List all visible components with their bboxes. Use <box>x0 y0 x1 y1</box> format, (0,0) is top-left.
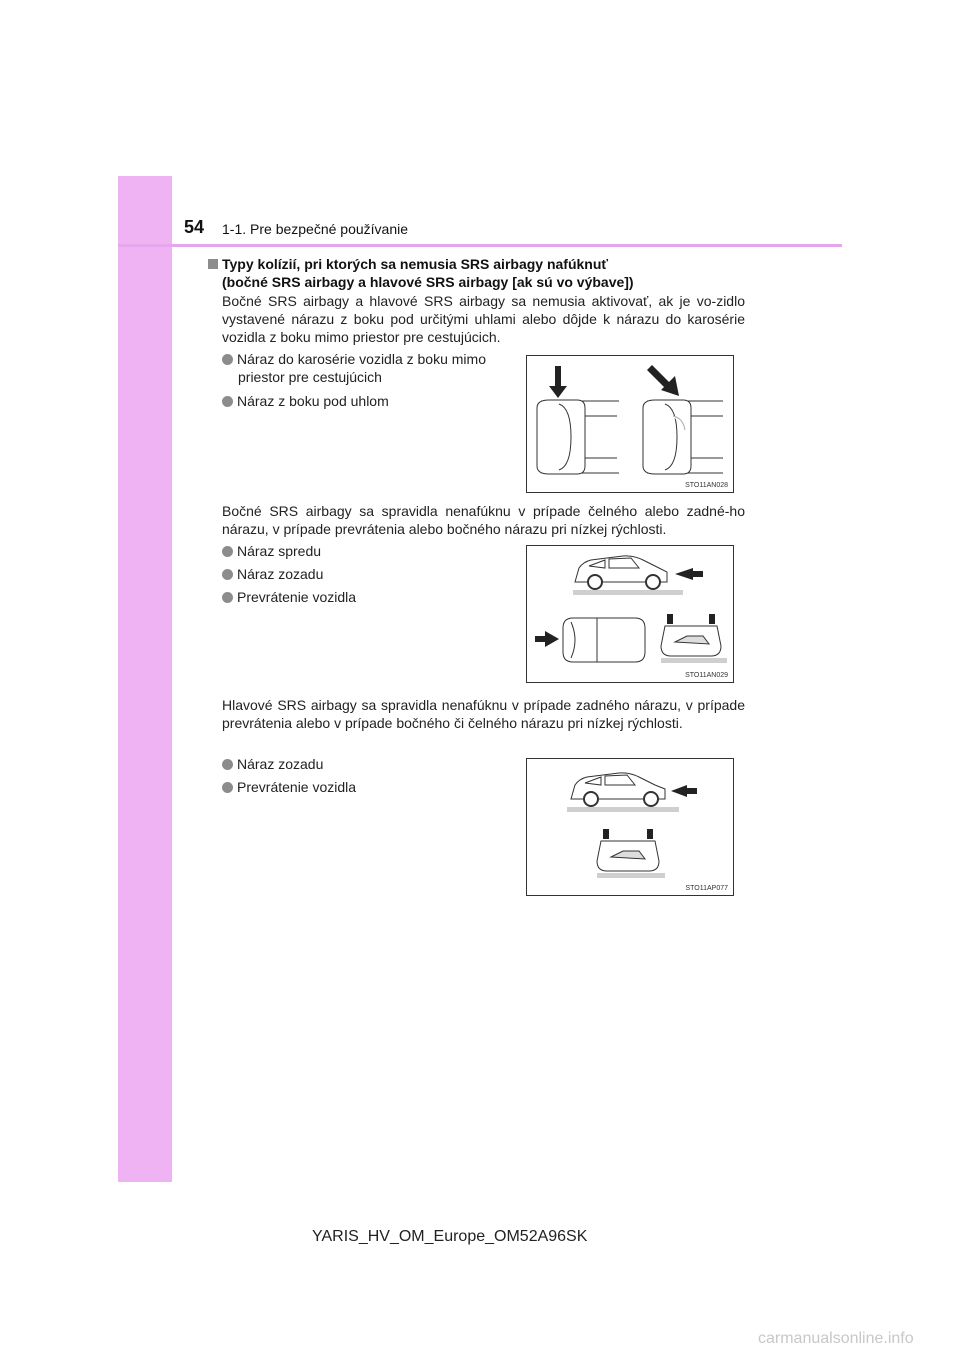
car-side-view <box>573 556 683 595</box>
page-number: 54 <box>184 217 205 237</box>
page-side-tab <box>118 176 172 1182</box>
list-item: Náraz zozadu <box>222 755 512 773</box>
car-rollover-view <box>597 829 665 878</box>
heading-line-1: Typy kolízií, pri ktorých sa nemusia SRS airbagy nafúknuť <box>222 256 609 272</box>
car-top-view-right <box>643 400 723 474</box>
curtain-airbag-paragraph: Hlavové SRS airbagy sa spravidla nenafúknu v prípade zadného nárazu, v prípade prevrátenia alebo v prípade bočného či čelného nárazu pri nízkej rýchlosti. <box>222 697 745 731</box>
bullet-dot-icon <box>222 759 233 770</box>
bullet-dot-icon <box>222 592 233 603</box>
watermark-text: carmanualsonline.info <box>758 1330 914 1347</box>
bullet-dot-icon <box>222 569 233 580</box>
list-item: Prevrátenie vozidla <box>222 778 512 796</box>
bullet-dot-icon <box>222 354 233 365</box>
car-side-view <box>567 773 679 812</box>
list-item: Náraz zozadu <box>222 565 512 583</box>
heading-line-2: (bočné SRS airbagy a hlavové SRS airbagy [ak sú vo výbave]) <box>222 274 634 290</box>
arrow-left-icon <box>675 568 703 580</box>
figure-code: STO11AP077 <box>685 885 728 892</box>
arrow-left-icon <box>671 785 697 797</box>
arrow-diagonal-icon <box>647 365 679 396</box>
car-rollover-view <box>661 614 727 663</box>
square-bullet-icon <box>208 259 218 269</box>
figure-front-rear-rollover <box>526 545 734 683</box>
side-airbag-paragraph: Bočné SRS airbagy sa spravidla nenafúknu v prípade čelného alebo zadné-ho nárazu, v prípade prevrátenia alebo bočného nárazu pri nízkej rýchlosti. <box>222 503 745 537</box>
document-footer: YARIS_HV_OM_Europe_OM52A96SK <box>312 1228 588 1245</box>
figure-side-impact <box>526 355 734 493</box>
list-item: Náraz do karosérie vozidla z boku mimo priestor pre cestujúcich <box>222 350 512 386</box>
figure-rear-rollover <box>526 758 734 896</box>
list-item: Náraz spredu <box>222 542 512 560</box>
figure-code: STO11AN029 <box>685 672 728 679</box>
front-rear-rollover-illustration <box>527 546 733 682</box>
intro-paragraph: Bočné SRS airbagy a hlavové SRS airbagy sa nemusia aktivovať, ak je vo-zidlo vystavené nárazu z boku pod určitými uhlami alebo dôjde k nárazu do karosérie vozidla z boku mimo priestor pre cestujúcich. <box>222 293 745 345</box>
list-item: Náraz z boku pod uhlom <box>222 392 512 410</box>
side-impact-illustration <box>527 356 733 492</box>
list-item: Prevrátenie vozidla <box>222 588 512 606</box>
header-rule <box>118 244 842 247</box>
section-heading <box>208 255 748 291</box>
car-top-view <box>563 618 645 662</box>
arrow-right-icon <box>535 631 559 647</box>
section-title: 1-1. Pre bezpečné používanie <box>222 221 409 237</box>
arrow-down-icon <box>549 366 567 398</box>
figure-code: STO11AN028 <box>685 482 728 489</box>
bullet-dot-icon <box>222 396 233 407</box>
bullet-dot-icon <box>222 782 233 793</box>
rear-rollover-illustration <box>527 759 733 895</box>
bullet-dot-icon <box>222 546 233 557</box>
car-top-view-left <box>537 400 619 474</box>
